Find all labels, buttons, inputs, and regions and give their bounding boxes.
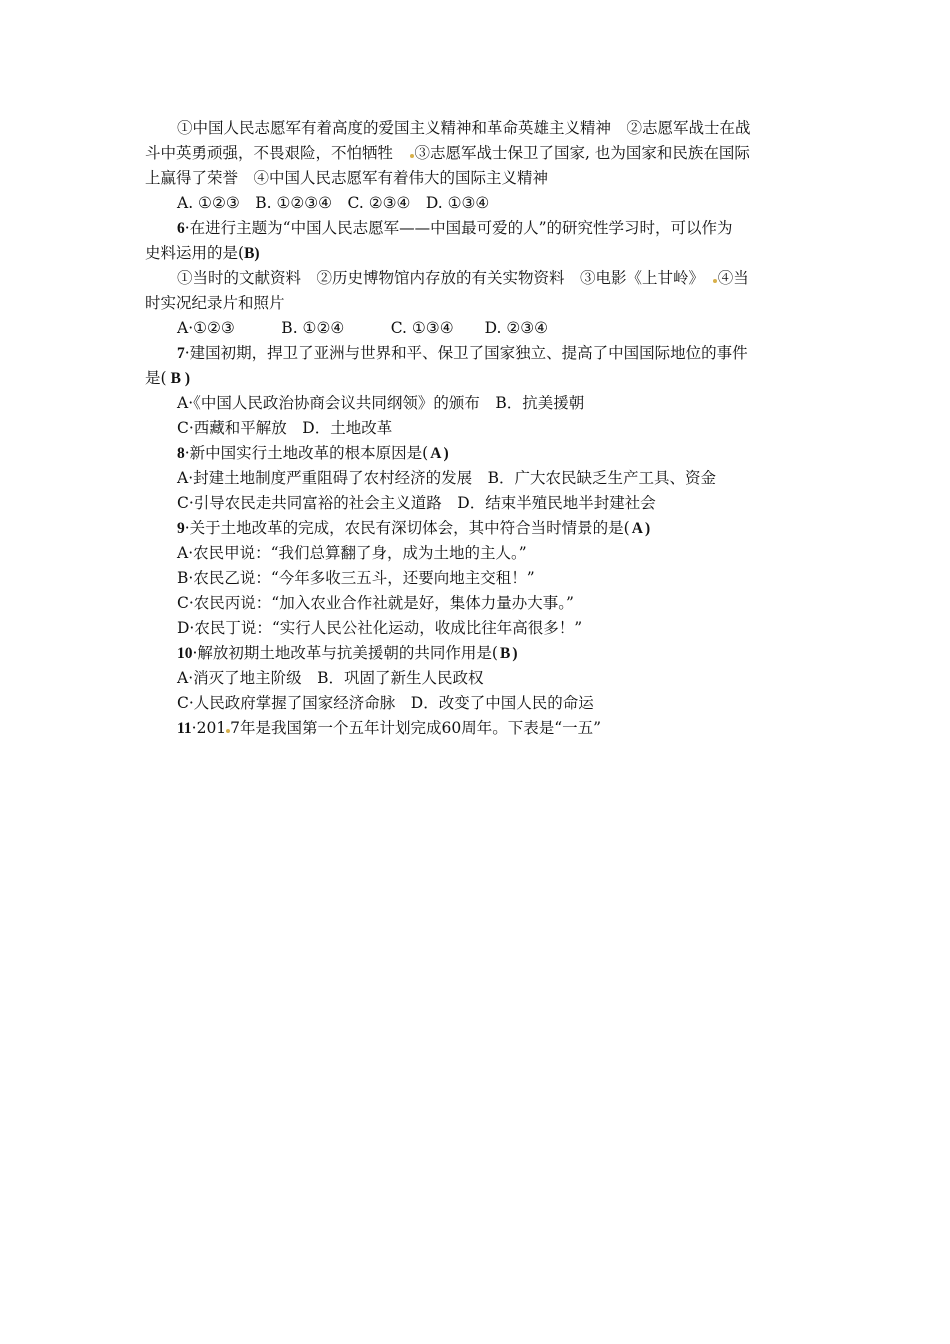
q7-close-paren: )	[184, 370, 191, 387]
highlight-mark	[410, 154, 414, 158]
q9-option-b	[145, 566, 810, 591]
q6-number: 6	[177, 220, 185, 237]
q5-options	[145, 191, 810, 216]
q10-opt-ab-text: A·消灭了地主阶级 B．巩固了新生人民政权	[177, 669, 484, 687]
q7-options-ab	[145, 391, 810, 416]
q10-opt-cd-text: C·人民政府掌握了国家经济命脉 D．改变了中国人民的命运	[177, 694, 594, 712]
q5-line2b-text: ③志愿军战士保卫了国家, 也为国家和民族在国际	[414, 144, 750, 162]
q7-stem-line-1	[145, 341, 810, 366]
q10-options-ab	[145, 666, 810, 691]
q8-answer: A	[430, 445, 442, 462]
q11-stem-a-text: ·201	[191, 719, 227, 737]
q9-opt-b-text: B·农民乙说：“今年多收三五斗，还要向地主交租！”	[177, 569, 535, 587]
q8-close-paren: )	[443, 445, 449, 462]
q5-line1-text: ①中国人民志愿军有着高度的爱国主义精神和革命英雄主义精神 ②志愿军战士在战	[177, 119, 751, 137]
q10-number: 10	[177, 645, 193, 662]
q6-items-line-2	[145, 291, 810, 316]
q11-stem	[145, 716, 810, 741]
q9-close-paren: )	[644, 520, 651, 537]
q7-stem2a-text: 是(	[145, 369, 167, 387]
q6-items1b-text: ④当	[717, 269, 749, 287]
highlight-mark	[713, 279, 717, 283]
q6-stem2a-text: 史料运用的是(	[145, 244, 245, 262]
q9-number: 9	[177, 520, 185, 537]
q5-options-text: A. ①②③ B. ①②③④ C. ②③④ D. ①③④	[177, 194, 490, 212]
q9-option-d	[145, 616, 810, 641]
q9-option-a	[145, 541, 810, 566]
q6-items-line-1	[145, 266, 810, 291]
q7-stem-line-2	[145, 366, 810, 391]
q10-stem-text: ·解放初期土地改革与抗美援朝的共同作用是(	[192, 644, 498, 662]
q8-options-cd	[145, 491, 810, 516]
q5-item-line-3	[145, 166, 810, 191]
q11-number: 11	[177, 720, 192, 737]
q10-stem	[145, 641, 810, 666]
q7-opt-cd-text: C·西藏和平解放 D．土地改革	[177, 419, 393, 437]
q9-opt-a-text: A·农民甲说：“我们总算翻了身，成为土地的主人。”	[177, 544, 527, 562]
q9-stem-text: ·关于土地改革的完成，农民有深切体会，其中符合当时情景的是(	[184, 519, 630, 537]
q6-stem1-text: ·在进行主题为“中国人民志愿军——中国最可爱的人”的研究性学习时，可以作为	[184, 219, 733, 237]
q10-close-paren: )	[512, 645, 518, 662]
q6-stem-line-1	[145, 216, 810, 241]
q5-line3-text: 上赢得了荣誉 ④中国人民志愿军有着伟大的国际主义精神	[145, 169, 549, 187]
q6-items2-text: 时实况纪录片和照片	[145, 294, 285, 312]
q8-stem-text: ·新中国实行土地改革的根本原因是(	[184, 444, 429, 462]
q6-stem-line-2	[145, 241, 810, 266]
q6-answer: B	[244, 245, 255, 262]
q6-close-paren: )	[254, 245, 260, 262]
document-body	[145, 116, 810, 741]
q11-stem-b-text: 7年是我国第一个五年计划完成60周年。下表是“一五”	[230, 719, 602, 737]
q8-stem	[145, 441, 810, 466]
q5-item-line-2	[145, 141, 810, 166]
q7-stem1-text: ·建国初期，捍卫了亚洲与世界和平、保卫了国家独立、提高了中国国际地位的事件	[184, 344, 748, 362]
q9-option-c	[145, 591, 810, 616]
q8-number: 8	[177, 445, 185, 462]
q8-options-ab	[145, 466, 810, 491]
q5-item-line-1	[145, 116, 810, 141]
q7-opt-ab-text: A·《中国人民政治协商会议共同纲领》的颁布 B．抗美援朝	[177, 394, 585, 412]
q9-stem	[145, 516, 810, 541]
q8-opt-ab-text: A·封建土地制度严重阻碍了农村经济的发展 B．广大农民缺乏生产工具、资金	[177, 469, 717, 487]
q9-opt-c-text: C·农民丙说：“加入农业合作社就是好，集体力量办大事。”	[177, 594, 574, 612]
q8-opt-cd-text: C·引导农民走共同富裕的社会主义道路 D．结束半殖民地半封建社会	[177, 494, 656, 512]
q7-number: 7	[177, 345, 185, 362]
q7-answer: B	[170, 370, 181, 387]
q6-options-text: A·①②③ B. ①②④ C. ①③④ D. ②③④	[177, 319, 549, 337]
q10-options-cd	[145, 691, 810, 716]
q6-items1a-text: ①当时的文献资料 ②历史博物馆内存放的有关实物资料 ③电影《上甘岭》	[177, 269, 712, 287]
q9-opt-d-text: D·农民丁说：“实行人民公社化运动，收成比往年高很多！”	[177, 619, 583, 637]
q7-options-cd	[145, 416, 810, 441]
q6-options	[145, 316, 810, 341]
q10-answer: B	[499, 645, 511, 662]
q5-line2a-text: 斗中英勇顽强，不畏艰险，不怕牺牲	[145, 144, 409, 162]
q9-answer: A	[631, 520, 643, 537]
